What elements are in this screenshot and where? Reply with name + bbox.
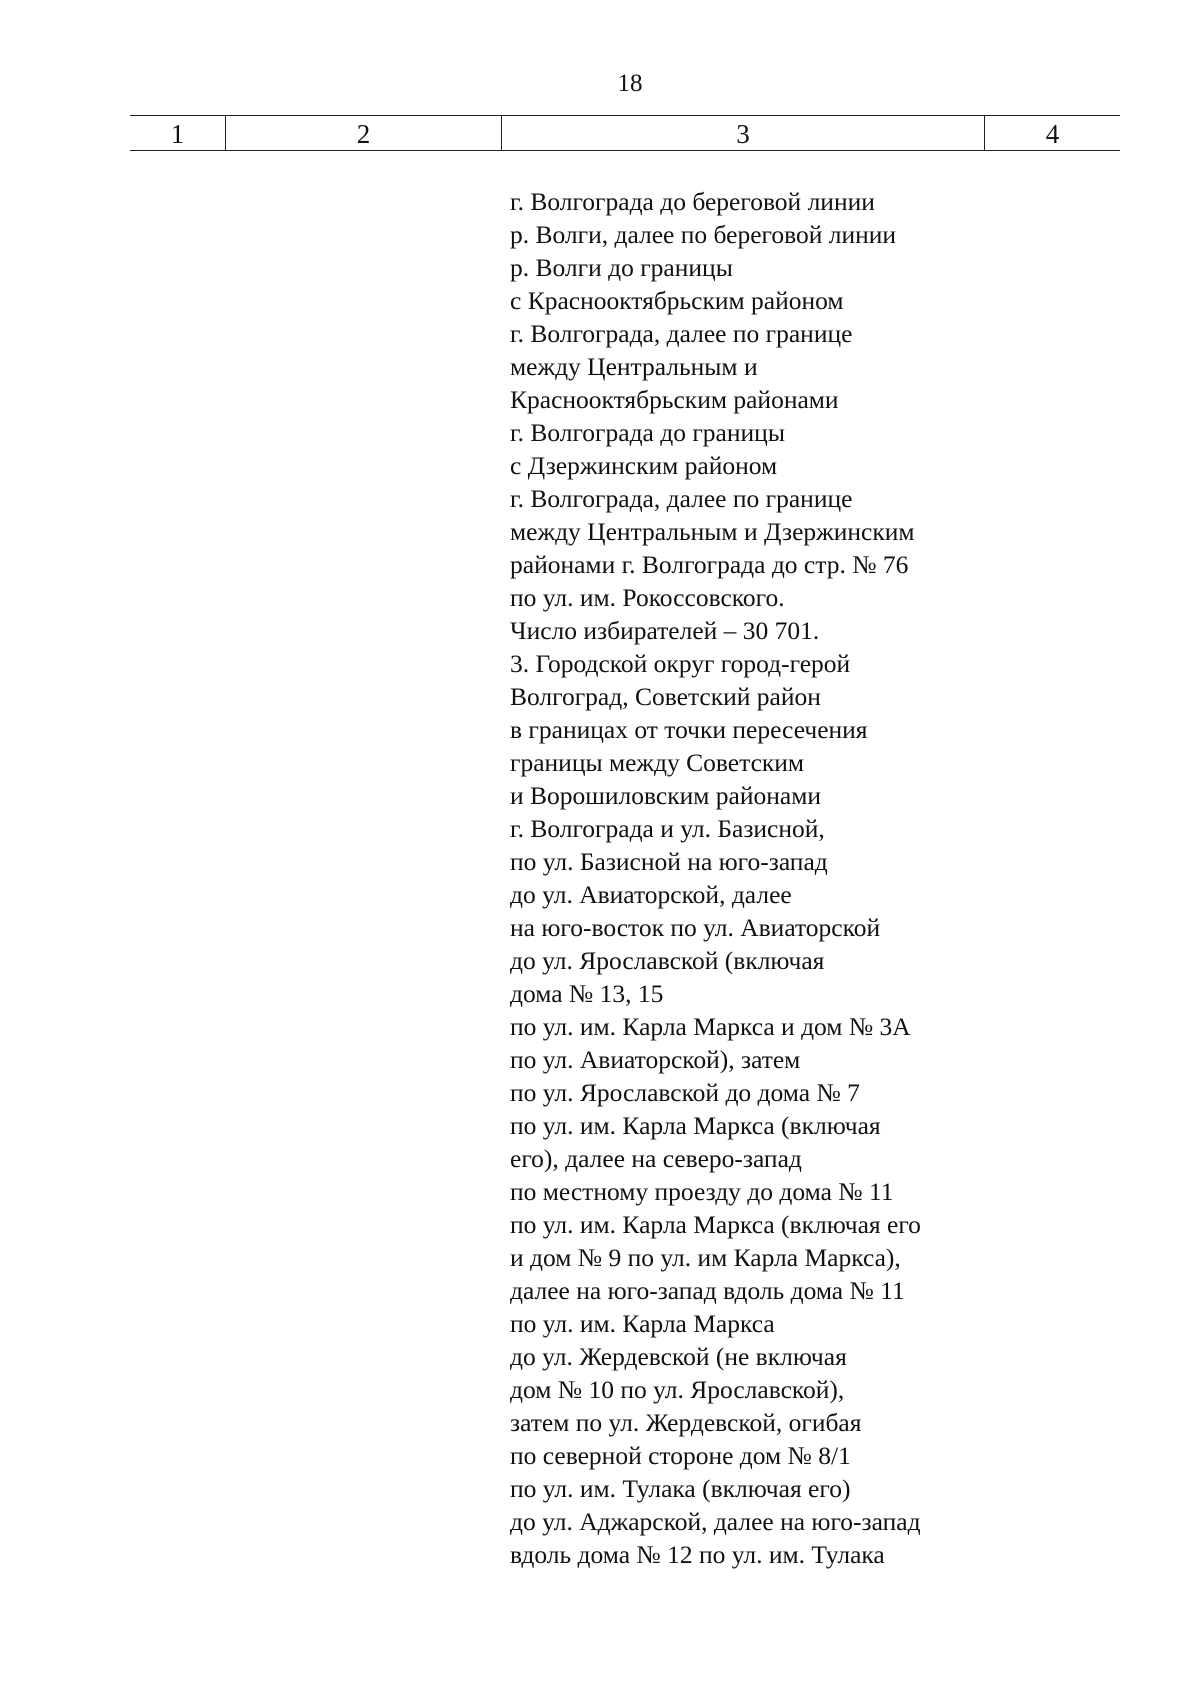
text-line: затем по ул. Жердевской, огибая [510, 1408, 862, 1437]
text-line: по ул. им. Карла Маркса (включая [510, 1111, 881, 1140]
table-header-col-4: 4 [1045, 119, 1060, 149]
table-header-row [130, 115, 1120, 151]
text-line: по ул. им. Тулака (включая его) [510, 1474, 851, 1503]
text-line: границы между Советским [510, 748, 805, 777]
text-line: Краснооктябрьским районами [510, 385, 839, 414]
table-header-col-3: 3 [502, 116, 985, 150]
text-line: по ул. им. Карла Маркса [510, 1309, 775, 1338]
text-line: по ул. им. Карла Маркса и дом № 3А [510, 1012, 911, 1041]
text-line: с Дзержинским районом [510, 451, 778, 480]
text-line: Волгоград, Советский район [510, 682, 821, 711]
text-line: до ул. Аджарской, далее на юго-запад [510, 1507, 921, 1536]
text-line: р. Волги, далее по береговой линии [510, 220, 897, 249]
text-line: и дом № 9 по ул. им Карла Маркса), [510, 1243, 901, 1272]
text-line: его), далее на северо-запад [510, 1144, 802, 1173]
text-line: 3. Городской округ город-герой [510, 649, 851, 678]
table-header-col-1: 1 [130, 116, 226, 150]
text-line: в границах от точки пересечения [510, 715, 868, 744]
text-line: р. Волги до границы [510, 253, 733, 282]
text-line: до ул. Авиаторской, далее [510, 880, 792, 909]
text-line: на юго-восток по ул. Авиаторской [510, 913, 881, 942]
text-line: до ул. Жердевской (не включая [510, 1342, 847, 1371]
text-line: г. Волгограда, далее по границе [510, 319, 853, 348]
text-line: районами г. Волгограда до стр. № 76 [510, 550, 909, 579]
text-line: до ул. Ярославской (включая [510, 946, 825, 975]
text-line: г. Волгограда до границы [510, 418, 785, 447]
table-header-col-2: 2 [226, 116, 502, 150]
text-line: по северной стороне дом № 8/1 [510, 1441, 851, 1470]
text-line: вдоль дома № 12 по ул. им. Тулака [510, 1540, 885, 1569]
text-line: по ул. им. Рокоссовского. [510, 583, 785, 612]
text-line: по местному проезду до дома № 11 [510, 1177, 894, 1206]
text-line: по ул. Базисной на юго-запад [510, 847, 828, 876]
text-line: по ул. Ярославской до дома № 7 [510, 1078, 860, 1107]
column-3-text [510, 185, 1070, 1571]
text-line: и Ворошиловским районами [510, 781, 822, 810]
text-line: с Краснооктябрьским районом [510, 286, 844, 315]
page-number: 18 [617, 70, 643, 97]
text-line: между Центральным и [510, 352, 758, 381]
text-line: дом № 10 по ул. Ярославской), [510, 1375, 845, 1404]
text-line: г. Волгограда, далее по границе [510, 484, 853, 513]
text-line: по ул. Авиаторской), затем [510, 1045, 801, 1074]
text-line: между Центральным и Дзержинским [510, 517, 915, 546]
text-line: г. Волгограда до береговой линии [510, 187, 875, 216]
text-line: далее на юго-запад вдоль дома № 11 [510, 1276, 905, 1305]
text-line: по ул. им. Карла Маркса (включая его [510, 1210, 921, 1239]
text-line: Число избирателей – 30 701. [510, 616, 820, 645]
text-line: дома № 13, 15 [510, 979, 664, 1008]
text-line: г. Волгограда и ул. Базисной, [510, 814, 825, 843]
